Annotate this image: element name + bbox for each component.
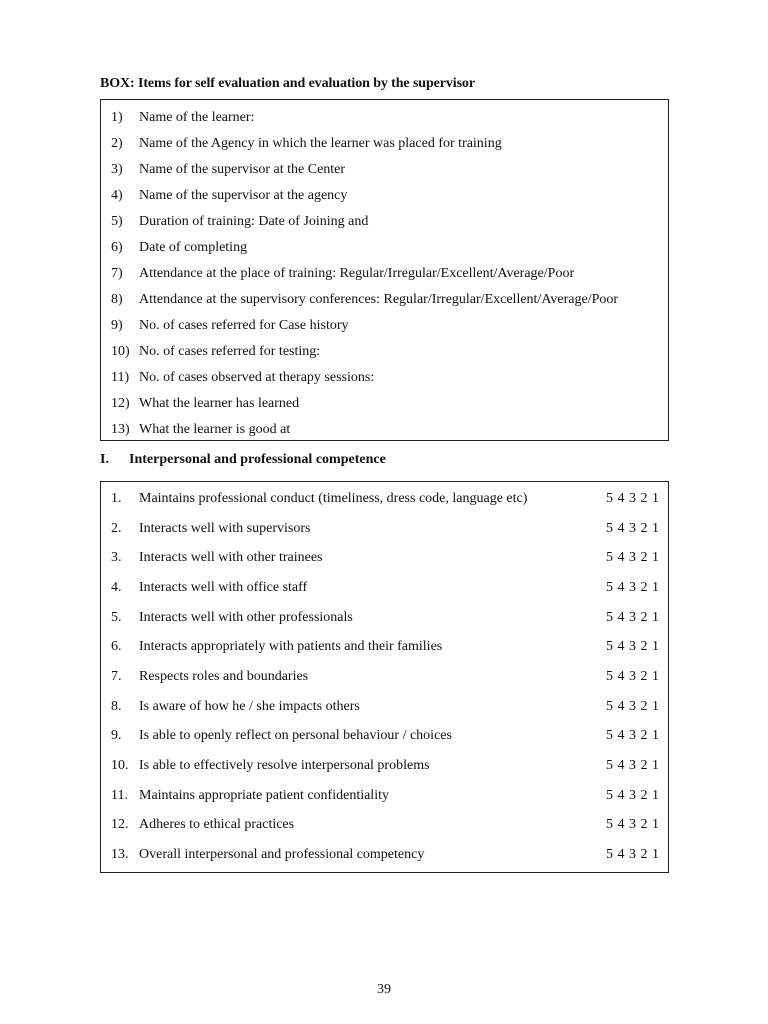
rating-number: 8.	[111, 698, 122, 714]
rating-number: 6.	[111, 639, 122, 655]
list-item	[101, 365, 668, 391]
item-text: No. of cases observed at therapy sessions:	[139, 370, 375, 385]
item-text: Attendance at the place of training: Regular/Irregular/Excellent/Average/Poor	[139, 266, 575, 281]
rating-number: 11.	[111, 787, 128, 803]
item-number: 12)	[111, 396, 130, 411]
section-heading	[100, 452, 386, 468]
rating-scale: 5 4 3 2 1	[606, 639, 660, 655]
item-number: 3)	[111, 162, 123, 177]
rating-scale: 5 4 3 2 1	[606, 817, 660, 833]
item-text: Name of the learner:	[139, 110, 255, 125]
section-number: I.	[100, 452, 109, 467]
rating-scale: 5 4 3 2 1	[606, 787, 660, 803]
item-number: 1)	[111, 110, 123, 125]
rating-scale: 5 4 3 2 1	[606, 698, 660, 714]
rating-scale: 5 4 3 2 1	[606, 758, 660, 774]
evaluation-items-list	[101, 100, 668, 443]
item-number: 5)	[111, 214, 123, 229]
competence-rating-list	[101, 482, 668, 870]
rating-row	[101, 751, 668, 781]
rating-text: Respects roles and boundaries	[139, 668, 309, 684]
rating-number: 12.	[111, 817, 129, 833]
rating-text: Maintains professional conduct (timeliness, dress code, language etc)	[139, 490, 528, 506]
list-item	[101, 105, 668, 131]
rating-row	[101, 662, 668, 692]
competence-rating-box	[100, 481, 669, 873]
rating-number: 1.	[111, 490, 122, 506]
rating-number: 3.	[111, 550, 122, 566]
list-item	[101, 339, 668, 365]
item-number: 6)	[111, 240, 123, 255]
list-item	[101, 391, 668, 417]
rating-number: 9.	[111, 728, 122, 744]
item-number: 2)	[111, 136, 123, 151]
rating-row	[101, 722, 668, 752]
rating-row	[101, 632, 668, 662]
rating-number: 7.	[111, 668, 122, 684]
rating-scale: 5 4 3 2 1	[606, 520, 660, 536]
item-text: No. of cases referred for Case history	[139, 318, 349, 333]
rating-row	[101, 514, 668, 544]
item-text: Date of completing	[139, 240, 248, 255]
item-number: 7)	[111, 266, 123, 281]
list-item	[101, 183, 668, 209]
item-number: 8)	[111, 292, 123, 307]
rating-text: Interacts well with other professionals	[139, 609, 353, 625]
item-text: What the learner has learned	[139, 396, 300, 411]
item-text: Duration of training: Date of Joining and	[139, 214, 369, 229]
rating-row	[101, 603, 668, 633]
evaluation-items-box	[100, 99, 669, 441]
rating-number: 4.	[111, 579, 122, 595]
rating-number: 10.	[111, 758, 129, 774]
item-text: Name of the supervisor at the agency	[139, 188, 348, 203]
rating-row	[101, 484, 668, 514]
rating-text: Overall interpersonal and professional competency	[139, 847, 425, 863]
rating-row	[101, 840, 668, 870]
rating-text: Adheres to ethical practices	[139, 817, 295, 833]
rating-scale: 5 4 3 2 1	[606, 579, 660, 595]
item-number: 11)	[111, 370, 130, 385]
rating-text: Interacts well with supervisors	[139, 520, 311, 536]
list-item	[101, 209, 668, 235]
list-item	[101, 157, 668, 183]
item-text: Attendance at the supervisory conferences: Regular/Irregular/Excellent/Average/Poor	[139, 292, 619, 307]
rating-scale: 5 4 3 2 1	[606, 847, 660, 863]
list-item	[101, 261, 668, 287]
rating-text: Is able to openly reflect on personal behaviour / choices	[139, 728, 452, 744]
item-number: 9)	[111, 318, 123, 333]
list-item	[101, 417, 668, 443]
rating-scale: 5 4 3 2 1	[606, 668, 660, 684]
rating-number: 2.	[111, 520, 122, 536]
rating-row	[101, 811, 668, 841]
rating-row	[101, 543, 668, 573]
rating-text: Interacts well with other trainees	[139, 550, 323, 566]
rating-scale: 5 4 3 2 1	[606, 490, 660, 506]
rating-number: 13.	[111, 847, 129, 863]
rating-row	[101, 573, 668, 603]
item-text: Name of the supervisor at the Center	[139, 162, 346, 177]
rating-text: Interacts well with office staff	[139, 579, 308, 595]
rating-row	[101, 692, 668, 722]
rating-text: Is able to effectively resolve interpersonal problems	[139, 758, 430, 774]
rating-scale: 5 4 3 2 1	[606, 609, 660, 625]
page-number: 39	[377, 982, 391, 997]
item-number: 10)	[111, 344, 130, 359]
list-item	[101, 313, 668, 339]
rating-number: 5.	[111, 609, 122, 625]
box-title: BOX: Items for self evaluation and evaluation by the supervisor	[100, 76, 475, 91]
list-item	[101, 235, 668, 261]
rating-scale: 5 4 3 2 1	[606, 728, 660, 744]
rating-row	[101, 781, 668, 811]
rating-text: Is aware of how he / she impacts others	[139, 698, 360, 714]
rating-scale: 5 4 3 2 1	[606, 550, 660, 566]
item-text: Name of the Agency in which the learner was placed for training	[139, 136, 502, 151]
rating-text: Maintains appropriate patient confidentiality	[139, 787, 389, 803]
item-text: No. of cases referred for testing:	[139, 344, 321, 359]
list-item	[101, 131, 668, 157]
item-number: 4)	[111, 188, 123, 203]
section-title: Interpersonal and professional competence	[129, 452, 386, 467]
item-number: 13)	[111, 422, 130, 437]
rating-text: Interacts appropriately with patients and their families	[139, 639, 443, 655]
item-text: What the learner is good at	[139, 422, 291, 437]
list-item	[101, 287, 668, 313]
